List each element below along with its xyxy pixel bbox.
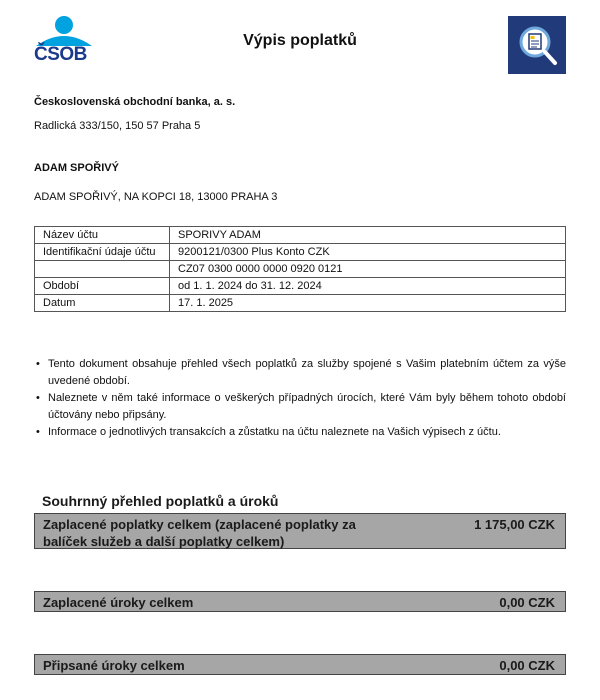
table-row — [35, 261, 566, 278]
credited-interest-row — [34, 654, 566, 675]
client-address: ADAM SPOŘIVÝ, NA KOPCI 18, 13000 PRAHA 3 — [34, 191, 278, 203]
table-cell-label: Identifikační údaje účtu — [35, 244, 170, 261]
page-title: Výpis poplatků — [243, 32, 357, 49]
credited-interest-value: 0,00 CZK — [499, 658, 555, 673]
list-item: • Informace o jednotlivých transakcích a zůstatku na účtu naleznete na Vašich výpisech z účtu. — [34, 424, 566, 441]
paid-fees-value: 1 175,00 CZK — [474, 517, 555, 532]
client-name: ADAM SPOŘIVÝ — [34, 162, 119, 174]
table-cell-label: Název účtu — [35, 227, 170, 244]
account-info-table — [34, 226, 566, 312]
notes-list — [34, 356, 566, 441]
paid-interest-label: Zaplacené úroky celkem — [43, 595, 194, 610]
list-item: • Tento dokument obsahuje přehled všech poplatků za služby spojené s Vašim platebním účtem za výše uvedené období. — [34, 356, 566, 390]
table-cell-value: SPORIVY ADAM — [170, 227, 566, 244]
table-cell-value: CZ07 0300 0000 0000 0920 0121 — [170, 261, 566, 278]
paid-fees-row — [34, 513, 566, 549]
table-row — [35, 227, 566, 244]
paid-interest-row — [34, 591, 566, 612]
paid-fees-label: Zaplacené poplatky celkem (zaplacené poplatky za balíček služeb a další poplatky celkem) — [43, 517, 356, 549]
table-cell-value: od 1. 1. 2024 do 31. 12. 2024 — [170, 278, 566, 295]
table-cell-label — [35, 261, 170, 278]
document-search-icon — [508, 16, 566, 74]
table-cell-label: Období — [35, 278, 170, 295]
table-row — [35, 295, 566, 312]
table-cell-label: Datum — [35, 295, 170, 312]
logo-text: ČSOB — [34, 44, 87, 65]
table-row — [35, 244, 566, 261]
list-item: • Naleznete v něm také informace o veškerých případných úrocích, které Vám byly během tohoto období účtovány nebo připsány. — [34, 390, 566, 424]
summary-title: Souhrnný přehled poplatků a úroků — [42, 493, 279, 509]
table-row — [35, 278, 566, 295]
table-cell-value: 9200121/0300 Plus Konto CZK — [170, 244, 566, 261]
paid-interest-value: 0,00 CZK — [499, 595, 555, 610]
bank-address: Radlická 333/150, 150 57 Praha 5 — [34, 120, 201, 132]
credited-interest-label: Připsané úroky celkem — [43, 658, 185, 673]
bank-name: Československá obchodní banka, a. s. — [34, 96, 236, 108]
table-cell-value: 17. 1. 2025 — [170, 295, 566, 312]
